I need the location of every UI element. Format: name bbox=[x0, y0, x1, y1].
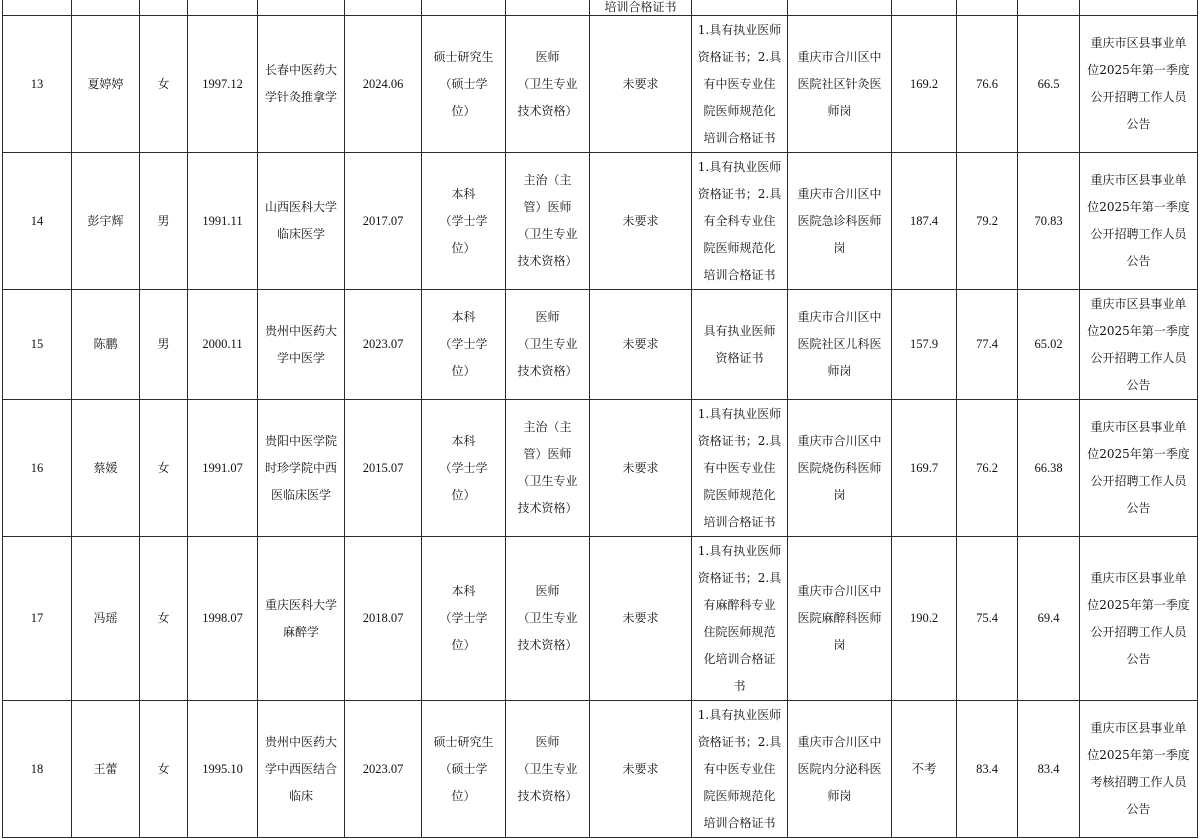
qualification-line: 资格证书；2.具 bbox=[697, 186, 782, 201]
post-line: 师岗 bbox=[827, 103, 852, 118]
announcement-line: 公告 bbox=[1126, 802, 1151, 816]
qualification-line: 培训合格证书 bbox=[703, 514, 776, 529]
post-cell bbox=[788, 701, 892, 838]
title-line: （卫生专业 bbox=[517, 611, 578, 625]
qualification-cell bbox=[692, 537, 788, 701]
education-cell bbox=[422, 16, 506, 153]
table-row bbox=[3, 701, 1198, 838]
birth-cell: 1991.07 bbox=[188, 400, 258, 537]
school-major-line: 医临床医学 bbox=[270, 487, 331, 502]
school-major-line: 山西医科大学 bbox=[264, 200, 337, 214]
education-line: 位） bbox=[451, 487, 476, 502]
index-cell: 14 bbox=[3, 153, 72, 290]
announcement-cell bbox=[1080, 537, 1198, 701]
qualification-line: 1.具有执业医师 bbox=[697, 543, 782, 558]
announcement-line: 考核招聘工作人员 bbox=[1090, 775, 1187, 789]
qualification-line: 住院医师规范 bbox=[703, 624, 776, 639]
post-line: 重庆市合川区中 bbox=[797, 310, 882, 324]
title-line: （卫生专业 bbox=[517, 76, 578, 91]
education-cell bbox=[422, 400, 506, 537]
school-major-line: 贵州中医药大 bbox=[264, 734, 337, 749]
title-line: （卫生专业 bbox=[517, 474, 578, 488]
qualification-cell: 培训合格证书 bbox=[590, 0, 692, 16]
qualification-line: 1.具有执业医师 bbox=[697, 406, 782, 421]
results-table bbox=[2, 0, 1198, 838]
post-line: 医院麻醉科医师 bbox=[797, 611, 882, 625]
announcement-line: 位2025年第一季度 bbox=[1087, 748, 1190, 762]
index-cell: 18 bbox=[3, 701, 72, 838]
announcement-line: 公告 bbox=[1126, 254, 1151, 268]
qualification-line: 培训合格证书 bbox=[703, 130, 776, 145]
school-major-line: 临床 bbox=[288, 788, 313, 803]
experience-cell: 未要求 bbox=[590, 16, 692, 153]
education-line: 硕士研究生 bbox=[433, 49, 494, 64]
total-score-cell: 66.38 bbox=[1018, 400, 1080, 537]
title-line: 技术资格） bbox=[517, 501, 578, 515]
school-major-cell bbox=[258, 16, 345, 153]
qualification-cell bbox=[692, 290, 788, 400]
post-line: 岗 bbox=[833, 487, 846, 502]
announcement-line: 重庆市区县事业单 bbox=[1090, 36, 1187, 50]
qualification-line: 书 bbox=[733, 678, 746, 693]
graduation-cell: 2015.07 bbox=[345, 400, 422, 537]
table-row bbox=[3, 400, 1198, 537]
post-cell bbox=[788, 16, 892, 153]
title-line: 技术资格） bbox=[517, 638, 578, 652]
announcement-line: 公开招聘工作人员 bbox=[1090, 227, 1187, 241]
graduation-cell: 2023.07 bbox=[345, 290, 422, 400]
qualification-line: 培训合格证书 bbox=[703, 815, 776, 830]
qualification-line: 院医师规范化 bbox=[703, 788, 776, 803]
index-cell: 16 bbox=[3, 400, 72, 537]
index-cell: 13 bbox=[3, 16, 72, 153]
post-line: 师岗 bbox=[827, 788, 852, 803]
school-major-line: 贵州中医药大 bbox=[264, 323, 337, 338]
post-line: 岗 bbox=[833, 240, 846, 255]
interview-score-cell: 77.4 bbox=[957, 290, 1018, 400]
qualification-cell bbox=[692, 400, 788, 537]
qualification-line: 资格证书 bbox=[715, 350, 764, 365]
qualification-line: 1.具有执业医师 bbox=[697, 707, 782, 722]
qualification-line: 1.具有执业医师 bbox=[697, 22, 782, 37]
qualification-line: 有全科专业住 bbox=[703, 213, 776, 228]
qualification-line: 化培训合格证 bbox=[703, 651, 776, 666]
qualification-line: 资格证书；2.具 bbox=[697, 433, 782, 448]
qualification-line: 院医师规范化 bbox=[703, 103, 776, 118]
education-line: （硕士学 bbox=[439, 761, 488, 776]
title-line: 医师 bbox=[535, 584, 560, 598]
education-cell bbox=[422, 537, 506, 701]
title-cell bbox=[506, 701, 590, 838]
table-row bbox=[3, 153, 1198, 290]
gender-cell: 男 bbox=[140, 153, 188, 290]
qualification-line: 资格证书；2.具 bbox=[697, 570, 782, 585]
education-cell bbox=[422, 290, 506, 400]
title-line: （卫生专业 bbox=[517, 761, 578, 776]
gender-cell: 女 bbox=[140, 16, 188, 153]
title-cell bbox=[506, 290, 590, 400]
school-major-line: 时珍学院中西 bbox=[264, 460, 337, 475]
post-line: 医院社区儿科医 bbox=[797, 337, 882, 351]
school-major-cell bbox=[258, 153, 345, 290]
title-line: 医师 bbox=[535, 49, 560, 64]
post-line: 师岗 bbox=[827, 364, 852, 378]
gender-cell: 男 bbox=[140, 290, 188, 400]
announcement-line: 公告 bbox=[1126, 377, 1151, 392]
name-cell: 陈鹏 bbox=[72, 290, 140, 400]
title-line: 主治（主 bbox=[523, 420, 572, 434]
announcement-line: 位2025年第一季度 bbox=[1087, 323, 1190, 338]
announcement-line: 重庆市区县事业单 bbox=[1090, 173, 1187, 187]
school-major-line: 学中西医结合 bbox=[264, 761, 337, 776]
table-row bbox=[3, 290, 1198, 400]
qualification-line: 资格证书；2.具 bbox=[697, 49, 782, 64]
title-cell bbox=[506, 153, 590, 290]
name-cell: 彭宇辉 bbox=[72, 153, 140, 290]
announcement-line: 位2025年第一季度 bbox=[1087, 597, 1190, 612]
post-cell bbox=[788, 400, 892, 537]
title-line: （卫生专业 bbox=[517, 337, 578, 351]
announcement-line: 位2025年第一季度 bbox=[1087, 200, 1190, 214]
title-line: （卫生专业 bbox=[517, 227, 578, 241]
school-major-cell bbox=[258, 400, 345, 537]
graduation-cell: 2017.07 bbox=[345, 153, 422, 290]
education-line: 本科 bbox=[451, 433, 476, 448]
education-line: （学士学 bbox=[439, 337, 488, 351]
experience-cell: 未要求 bbox=[590, 400, 692, 537]
graduation-cell: 2024.06 bbox=[345, 16, 422, 153]
birth-cell: 1998.07 bbox=[188, 537, 258, 701]
announcement-line: 重庆市区县事业单 bbox=[1090, 296, 1187, 311]
school-major-line: 学针灸推拿学 bbox=[264, 90, 337, 104]
announcement-cell bbox=[1080, 701, 1198, 838]
school-major-cell bbox=[258, 290, 345, 400]
education-line: 本科 bbox=[451, 310, 476, 324]
total-score-cell: 65.02 bbox=[1018, 290, 1080, 400]
birth-cell: 2000.11 bbox=[188, 290, 258, 400]
post-line: 重庆市合川区中 bbox=[797, 734, 882, 749]
gender-cell: 女 bbox=[140, 400, 188, 537]
announcement-cell bbox=[1080, 290, 1198, 400]
experience-cell: 未要求 bbox=[590, 153, 692, 290]
name-cell: 王蕾 bbox=[72, 701, 140, 838]
post-line: 重庆市合川区中 bbox=[797, 433, 882, 448]
school-major-cell bbox=[258, 537, 345, 701]
title-line: 医师 bbox=[535, 310, 560, 324]
title-line: 医师 bbox=[535, 734, 560, 749]
education-line: 位） bbox=[451, 103, 476, 118]
announcement-line: 公开招聘工作人员 bbox=[1090, 474, 1187, 488]
qualification-line: 培训合格证书 bbox=[703, 267, 776, 282]
title-line: 管）医师 bbox=[523, 447, 572, 461]
post-line: 医院社区针灸医 bbox=[797, 76, 882, 91]
written-score-cell: 169.2 bbox=[892, 16, 957, 153]
table-row-partial bbox=[3, 0, 1198, 16]
post-cell bbox=[788, 537, 892, 701]
title-line: 管）医师 bbox=[523, 200, 572, 214]
title-line: 技术资格） bbox=[517, 364, 578, 378]
announcement-line: 公告 bbox=[1126, 117, 1151, 131]
interview-score-cell: 79.2 bbox=[957, 153, 1018, 290]
education-line: （学士学 bbox=[439, 460, 488, 475]
birth-cell: 1991.11 bbox=[188, 153, 258, 290]
title-line: 技术资格） bbox=[517, 254, 578, 268]
school-major-line: 麻醉学 bbox=[282, 624, 319, 639]
interview-score-cell: 83.4 bbox=[957, 701, 1018, 838]
title-cell bbox=[506, 537, 590, 701]
qualification-cell bbox=[692, 153, 788, 290]
education-line: 位） bbox=[451, 364, 476, 378]
post-line: 重庆市合川区中 bbox=[797, 186, 882, 201]
total-score-cell: 69.4 bbox=[1018, 537, 1080, 701]
index-cell: 15 bbox=[3, 290, 72, 400]
title-line: 技术资格） bbox=[517, 788, 578, 803]
school-major-line: 长春中医药大 bbox=[264, 63, 337, 77]
title-cell bbox=[506, 400, 590, 537]
post-line: 医院急诊科医师 bbox=[797, 213, 882, 228]
post-line: 医院烧伤科医师 bbox=[797, 460, 882, 475]
education-line: 位） bbox=[451, 240, 476, 255]
post-cell bbox=[788, 290, 892, 400]
qualification-cell bbox=[692, 701, 788, 838]
education-line: 位） bbox=[451, 638, 476, 652]
announcement-line: 重庆市区县事业单 bbox=[1090, 721, 1187, 735]
experience-cell: 未要求 bbox=[590, 290, 692, 400]
table-row bbox=[3, 16, 1198, 153]
index-cell: 17 bbox=[3, 537, 72, 701]
school-major-line: 学中医学 bbox=[276, 350, 325, 365]
name-cell: 蔡媛 bbox=[72, 400, 140, 537]
education-line: 本科 bbox=[451, 584, 476, 598]
qualification-line: 院医师规范化 bbox=[703, 240, 776, 255]
education-line: 本科 bbox=[451, 186, 476, 201]
announcement-line: 重庆市区县事业单 bbox=[1090, 570, 1187, 585]
interview-score-cell: 75.4 bbox=[957, 537, 1018, 701]
total-score-cell: 66.5 bbox=[1018, 16, 1080, 153]
education-line: 位） bbox=[451, 788, 476, 803]
announcement-line: 公开招聘工作人员 bbox=[1090, 90, 1187, 104]
announcement-line: 位2025年第一季度 bbox=[1087, 63, 1190, 77]
gender-cell: 女 bbox=[140, 537, 188, 701]
announcement-cell bbox=[1080, 400, 1198, 537]
announcement-line: 公开招聘工作人员 bbox=[1090, 350, 1187, 365]
qualification-line: 资格证书；2.具 bbox=[697, 734, 782, 749]
gender-cell: 女 bbox=[140, 701, 188, 838]
written-score-cell: 187.4 bbox=[892, 153, 957, 290]
announcement-line: 重庆市区县事业单 bbox=[1090, 420, 1187, 434]
school-major-line: 贵阳中医学院 bbox=[264, 433, 337, 448]
announcement-line: 公开招聘工作人员 bbox=[1090, 624, 1187, 639]
experience-cell: 未要求 bbox=[590, 701, 692, 838]
announcement-line: 公告 bbox=[1126, 501, 1151, 515]
total-score-cell: 70.83 bbox=[1018, 153, 1080, 290]
graduation-cell: 2018.07 bbox=[345, 537, 422, 701]
school-major-line: 重庆医科大学 bbox=[264, 597, 337, 612]
education-cell bbox=[422, 701, 506, 838]
interview-score-cell: 76.6 bbox=[957, 16, 1018, 153]
education-line: 硕士研究生 bbox=[433, 734, 494, 749]
education-line: （学士学 bbox=[439, 611, 488, 625]
name-cell: 夏婷婷 bbox=[72, 16, 140, 153]
written-score-cell: 157.9 bbox=[892, 290, 957, 400]
written-score-cell: 169.7 bbox=[892, 400, 957, 537]
post-line: 医院内分泌科医 bbox=[797, 761, 882, 776]
total-score-cell: 83.4 bbox=[1018, 701, 1080, 838]
experience-cell: 未要求 bbox=[590, 537, 692, 701]
education-cell bbox=[422, 153, 506, 290]
table-row bbox=[3, 537, 1198, 701]
graduation-cell: 2023.07 bbox=[345, 701, 422, 838]
name-cell: 冯瑶 bbox=[72, 537, 140, 701]
announcement-cell bbox=[1080, 16, 1198, 153]
title-line: 主治（主 bbox=[523, 173, 572, 187]
education-line: （学士学 bbox=[439, 213, 488, 228]
written-score-cell: 190.2 bbox=[892, 537, 957, 701]
announcement-cell bbox=[1080, 153, 1198, 290]
post-line: 重庆市合川区中 bbox=[797, 584, 882, 598]
title-line: 技术资格） bbox=[517, 103, 578, 118]
qualification-line: 1.具有执业医师 bbox=[697, 159, 782, 174]
school-major-line: 临床医学 bbox=[276, 227, 325, 241]
post-cell bbox=[788, 153, 892, 290]
school-major-cell bbox=[258, 701, 345, 838]
qualification-line: 有中医专业住 bbox=[703, 761, 776, 776]
birth-cell: 1995.10 bbox=[188, 701, 258, 838]
qualification-line: 院医师规范化 bbox=[703, 487, 776, 502]
post-line: 岗 bbox=[833, 638, 846, 652]
qualification-line: 有中医专业住 bbox=[703, 460, 776, 475]
announcement-line: 公告 bbox=[1126, 651, 1151, 666]
post-line: 重庆市合川区中 bbox=[797, 49, 882, 64]
qualification-cell bbox=[692, 16, 788, 153]
education-line: （硕士学 bbox=[439, 76, 488, 91]
qualification-line: 具有执业医师 bbox=[703, 323, 776, 338]
interview-score-cell: 76.2 bbox=[957, 400, 1018, 537]
qualification-line: 有中医专业住 bbox=[703, 76, 776, 91]
written-score-cell: 不考 bbox=[892, 701, 957, 838]
birth-cell: 1997.12 bbox=[188, 16, 258, 153]
announcement-line: 位2025年第一季度 bbox=[1087, 447, 1190, 461]
qualification-line: 有麻醉科专业 bbox=[703, 597, 776, 612]
title-cell bbox=[506, 16, 590, 153]
